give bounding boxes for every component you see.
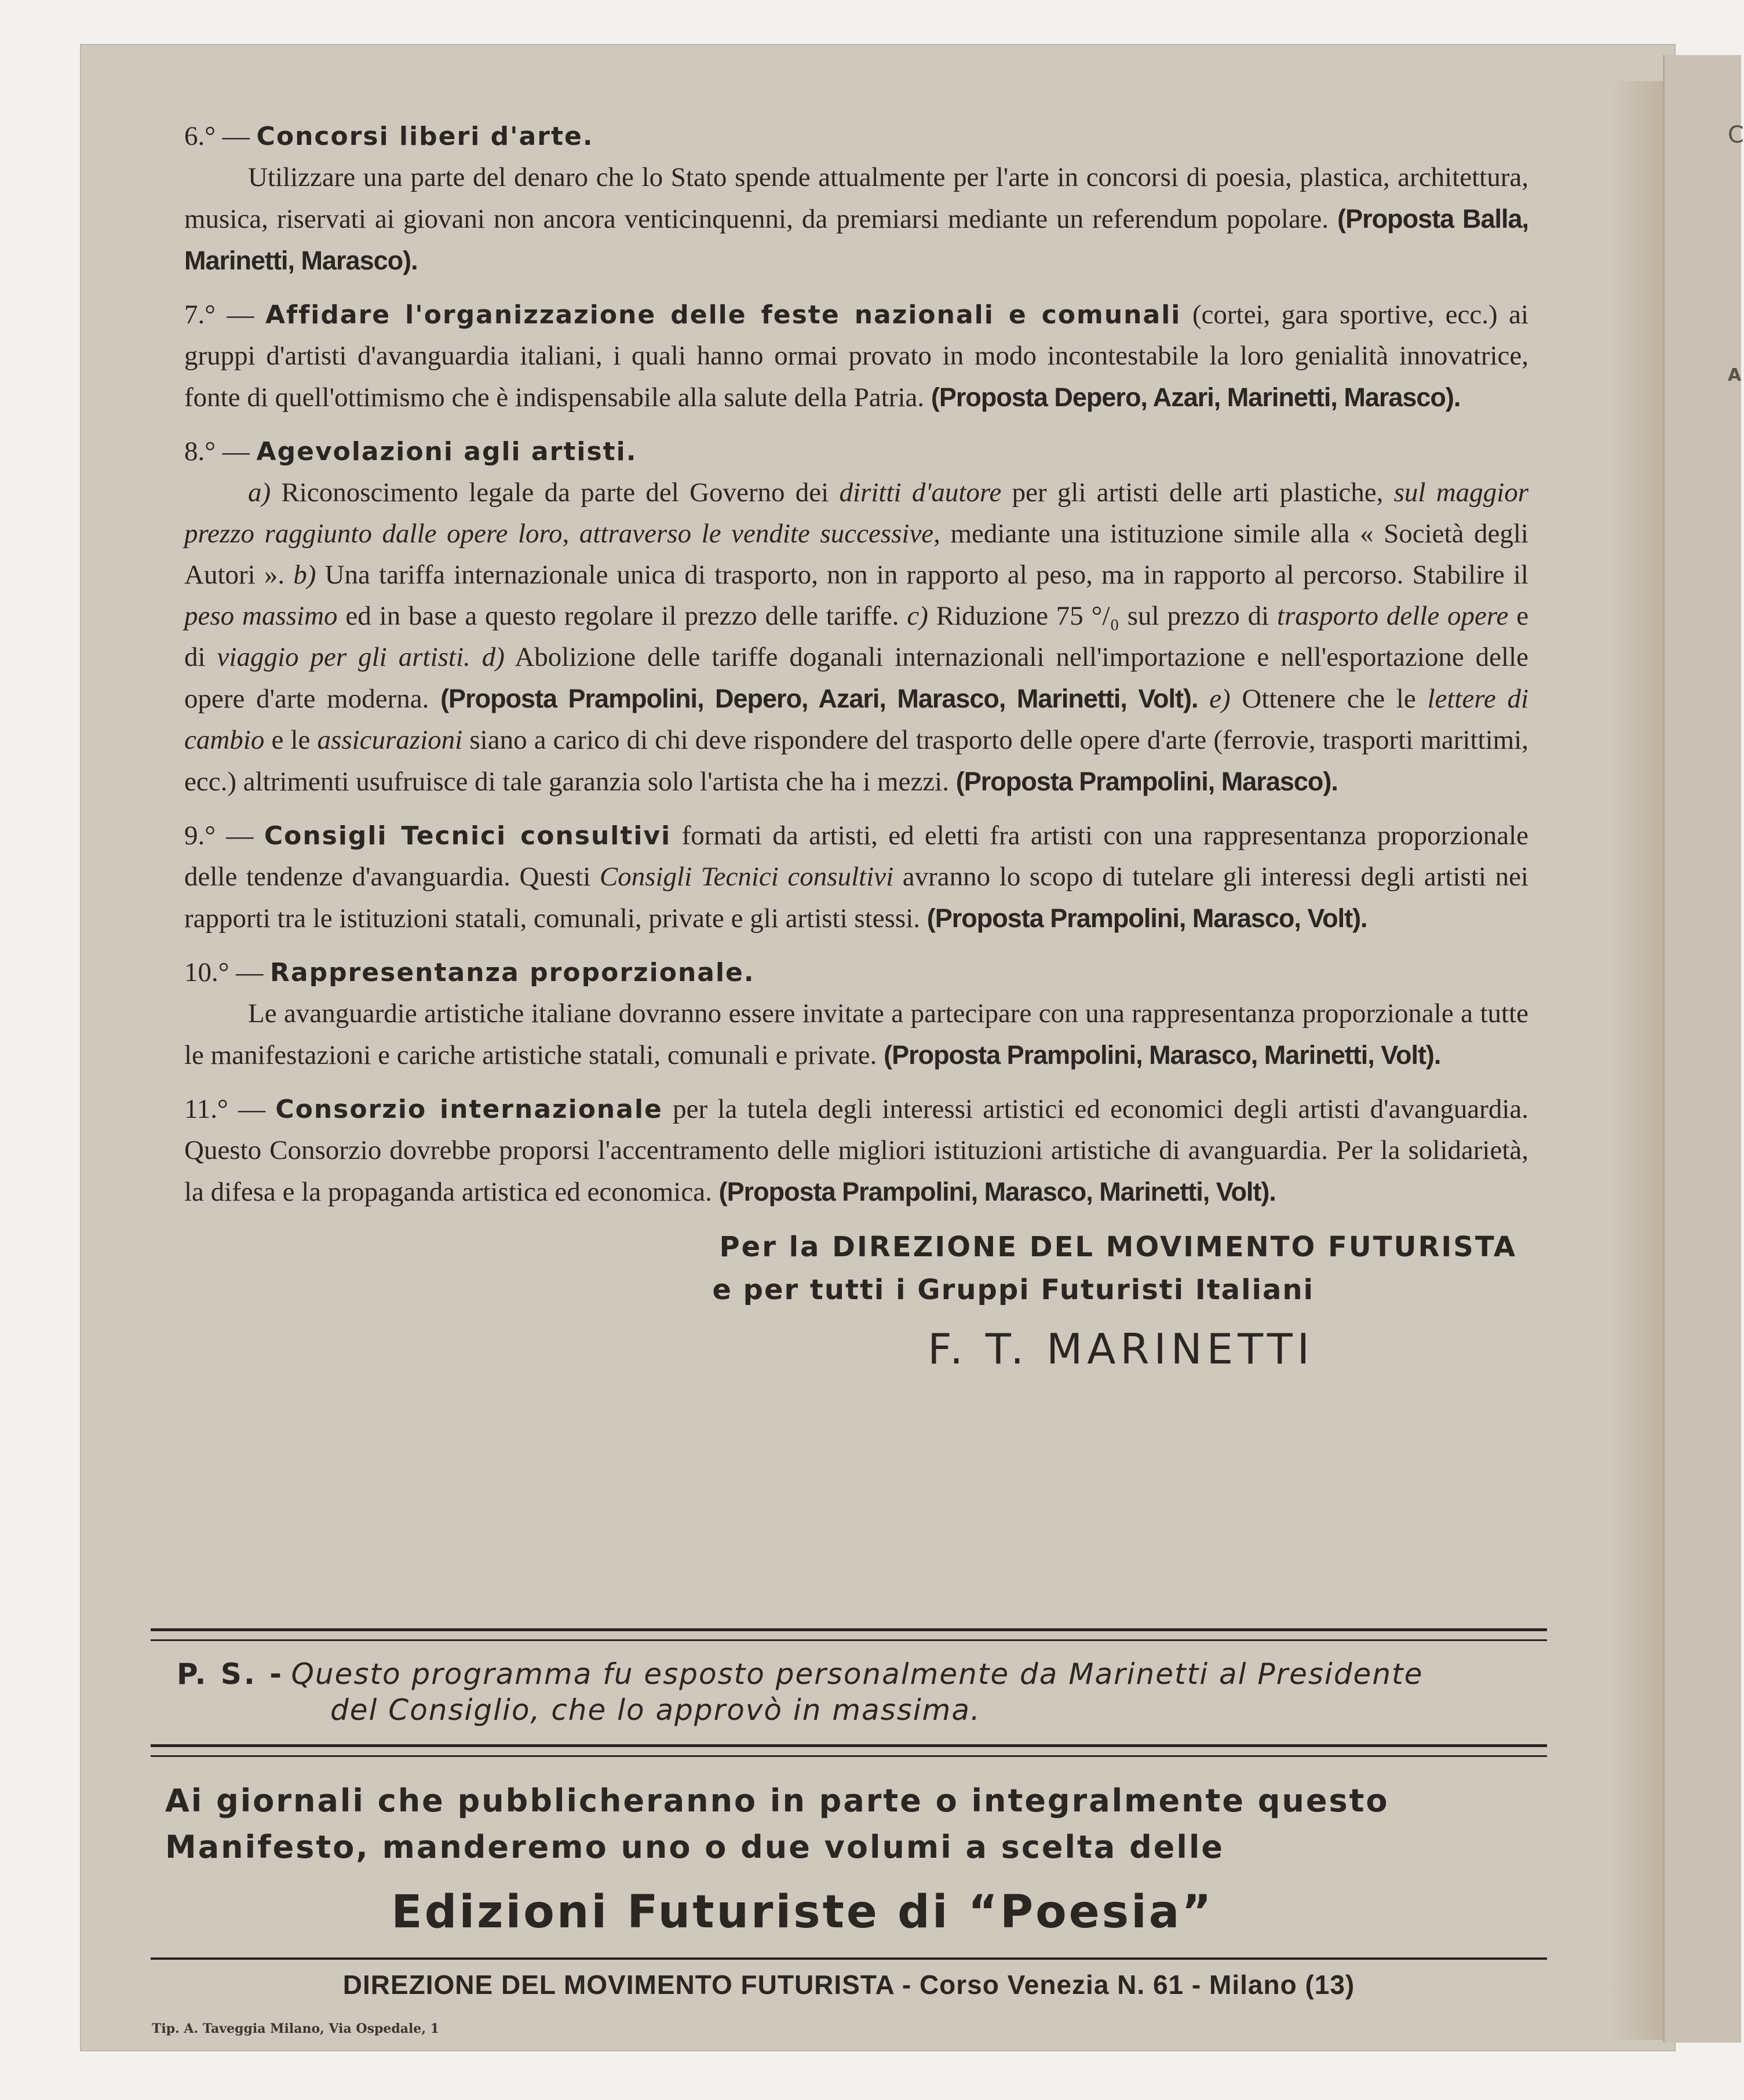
item-10-head: 10.° — Rappresentanza proporzionale. — [184, 957, 755, 987]
item-body: formati da artisti, ed eletti fra artisti con una rappresentanza proporzionale delle tendenze d'avanguardia. Questi — [184, 821, 1529, 892]
sub-b-emphasis: peso massimo — [184, 601, 338, 631]
item-proposal: (Proposta Balla, Marinetti, Marasco). — [184, 204, 1529, 275]
adjacent-page-edge — [1663, 55, 1741, 2043]
item-8-text — [184, 472, 1528, 803]
item-10-text — [184, 993, 1528, 1076]
signature-block — [184, 1226, 1528, 1381]
item-proposal: (Proposta Prampolini, Marasco). — [955, 767, 1338, 796]
item-6-head: 6.° — Concorsi liberi d'arte. — [184, 121, 594, 151]
item-6 — [184, 116, 1528, 282]
item-title: Consigli Tecnici consultivi — [264, 821, 672, 851]
item-title: Affidare l'organizzazione delle feste nazionali e comunali — [265, 300, 1181, 330]
footer-address: DIREZIONE DEL MOVIMENTO FUTURISTA - Corso Venezia N. 61 - Milano (13) — [342, 1970, 1355, 2000]
manifesto-body — [184, 116, 1528, 1381]
ps-line-1: Questo programma fu esposto personalmente da Marinetti al Presidente — [291, 1657, 1424, 1691]
item-10 — [184, 952, 1528, 1076]
item-title: Agevolazioni agli artisti. — [256, 437, 637, 466]
divider-single — [151, 1957, 1547, 1960]
sub-e-emphasis: lettere di cambio — [184, 684, 1529, 755]
item-number: 8.° — [184, 436, 216, 466]
sub-d-text: Abolizione delle tariffe doganali internazionali nell'importazione e nell'esportazione delle opere d'arte moderna. — [184, 642, 1529, 714]
signature-name: F. T. MARINETTI — [928, 1325, 1314, 1373]
item-number: 6.° — [184, 121, 216, 151]
sub-a-text: Riconoscimento legale da parte del Governo dei — [281, 477, 829, 508]
edge-letter-a: A — [1728, 365, 1742, 385]
sub-c-text: e di — [184, 601, 1529, 672]
item-proposal: (Proposta Prampolini, Depero, Azari, Marasco, Marinetti, Volt). — [440, 684, 1198, 713]
item-7: 7.° — Affidare l'organizzazione delle feste nazionali e comunali (cortei, gara sportive, ecc.) ai gruppi d'artisti d'avanguardia italiani, i quali hanno ormai provato in modo incontestabile la loro genialità innovatrice, fonte di quell'ottimismo che è indispensabile alla salute della Patria. (Proposta Depero, Azari, Marinetti, Marasco). — [184, 300, 1529, 413]
divider-double-bottom — [151, 1744, 1547, 1757]
item-8 — [184, 431, 1528, 803]
sub-c-emphasis: viaggio per gli artisti. — [217, 642, 470, 672]
item-body: (cortei, gara sportive, ecc.) ai gruppi d'artisti d'avanguardia italiani, i quali hanno ormai provato in modo incontestabile la loro genialità innovatrice, fonte di quell'ottimismo che è indispensabile alla salute della Patria. — [184, 300, 1529, 413]
sub-a-text: mediante una istituzione simile alla « Società degli Autori ». — [184, 519, 1528, 590]
notice-text: Ai giornali che pubblicheranno in parte o integralmente questo Manifesto, manderemo uno o due volumi a scelta delle — [165, 1782, 1389, 1865]
item-8-head: 8.° — Agevolazioni agli artisti. — [184, 436, 637, 466]
sub-e-text: siano a carico di chi deve rispondere del trasporto delle opere d'arte (ferrovie, trasporti marittimi, ecc.) altrimenti usufruisce di tale garanzia solo l'artista che ha i mezzi. — [184, 725, 1529, 797]
sub-c-emphasis: trasporto delle opere — [1277, 601, 1509, 631]
item-body: Le avanguardie artistiche italiane dovranno essere invitate a partecipare con una rappresentanza proporzionale a tutte le manifestazioni e cariche artistiche statali, comunali e private. — [184, 998, 1528, 1070]
item-11: 11.° — Consorzio internazionale per la tutela degli interessi artistici ed economici degli artisti d'avanguardia. Questo Consorzio dovrebbe proporsi l'accentramento delle migliori istituzioni artistiche di avanguardia. Per la solidarietà, la difesa e la propaganda artistica ed economica. (Proposta Prampolini, Marasco, Marinetti, Volt). — [184, 1094, 1529, 1207]
sub-label-b: b) — [293, 560, 316, 590]
ps-line-2: del Consiglio, che lo approvò in massima. — [330, 1693, 981, 1727]
item-number: 9.° — [184, 821, 216, 851]
sub-e-text: e le — [271, 725, 311, 755]
item-number: 7.° — [184, 300, 216, 330]
sub-c-text: Riduzione 75 °/₀ sul prezzo di — [936, 601, 1269, 631]
sub-label-c: c) — [907, 601, 928, 631]
item-9: 9.° — Consigli Tecnici consultivi formati da artisti, ed eletti fra artisti con una rappresentanza proporzionale delle tendenze d'avanguardia. Questi Consigli Tecnici consultivi avranno lo scopo di tutelare gli interessi degli artisti nei rapporti tra le istituzioni statali, comunali, private e gli artisti stessi. (Proposta Prampolini, Marasco, Volt). — [184, 821, 1529, 934]
sub-label-a: a) — [248, 477, 271, 508]
item-6-text — [184, 157, 1528, 282]
signature-line-1: Per la DIREZIONE DEL MOVIMENTO FUTURISTA — [719, 1231, 1517, 1263]
signature-line-2: e per tutti i Gruppi Futuristi Italiani — [712, 1274, 1314, 1306]
sub-b-text: Una tariffa internazionale unica di trasporto, non in rapporto al peso, ma in rapporto al percorso. Stabilire il — [324, 560, 1528, 590]
item-proposal: (Proposta Prampolini, Marasco, Marinetti, Volt). — [884, 1040, 1441, 1070]
sub-b-text: ed in base a questo regolare il prezzo delle tariffe. — [345, 601, 899, 631]
printer-imprint: Tip. A. Taveggia Milano, Via Ospedale, 1 — [152, 2021, 439, 2036]
item-title: Consorzio internazionale — [275, 1095, 663, 1124]
item-proposal: (Proposta Depero, Azari, Marinetti, Marasco). — [931, 382, 1461, 412]
item-body: avranno lo scopo di tutelare gli interessi degli artisti nei rapporti tra le istituzioni statali, comunali, private e gli artisti stessi. — [184, 862, 1528, 934]
item-proposal: (Proposta Prampolini, Marasco, Volt). — [926, 903, 1367, 933]
edge-letter-c: C — [1728, 122, 1744, 148]
item-number: 11.° — [184, 1094, 228, 1124]
sub-a-emphasis: diritti d'autore — [839, 477, 1002, 508]
sub-label-e: e) — [1209, 684, 1231, 714]
item-proposal: (Proposta Prampolini, Marasco, Marinetti, Volt). — [718, 1177, 1276, 1206]
item-title: Concorsi liberi d'arte. — [256, 122, 594, 151]
sub-e-text: Ottenere che le — [1242, 684, 1416, 714]
item-number: 10.° — [184, 957, 229, 987]
notice-edition-title: Edizioni Futuriste di “Poesia” — [391, 1886, 1214, 1938]
sub-a-text: per gli artisti delle arti plastiche, — [1012, 477, 1384, 508]
postscript — [177, 1656, 1533, 1728]
item-title: Rappresentanza proporzionale. — [270, 958, 755, 987]
item-body: per la tutela degli interessi artistici ed economici degli artisti d'avanguardia. Questo Consorzio dovrebbe proporsi l'accentramento delle migliori istituzioni artistiche di avanguardia. Per la solidarietà, la difesa e la propaganda artistica ed economica. — [184, 1094, 1529, 1207]
ps-tag: P. S. - — [177, 1657, 284, 1691]
sub-label-d: d) — [481, 642, 505, 672]
sub-a-emphasis: sul maggior prezzo raggiunto dalle opere loro, attraverso le vendite successive, — [184, 477, 1529, 549]
divider-double-top — [151, 1628, 1547, 1641]
newspaper-notice — [165, 1778, 1533, 1947]
item-body: Utilizzare una parte del denaro che lo Stato spende attualmente per l'arte in concorsi di poesia, plastica, architettura, musica, riservati ai giovani non ancora venticinquenni, da premiarsi mediante un referendum popolare. — [184, 162, 1528, 234]
sub-e-emphasis: assicurazioni — [317, 725, 463, 755]
item-emphasis: Consigli Tecnici consultivi — [599, 862, 894, 892]
